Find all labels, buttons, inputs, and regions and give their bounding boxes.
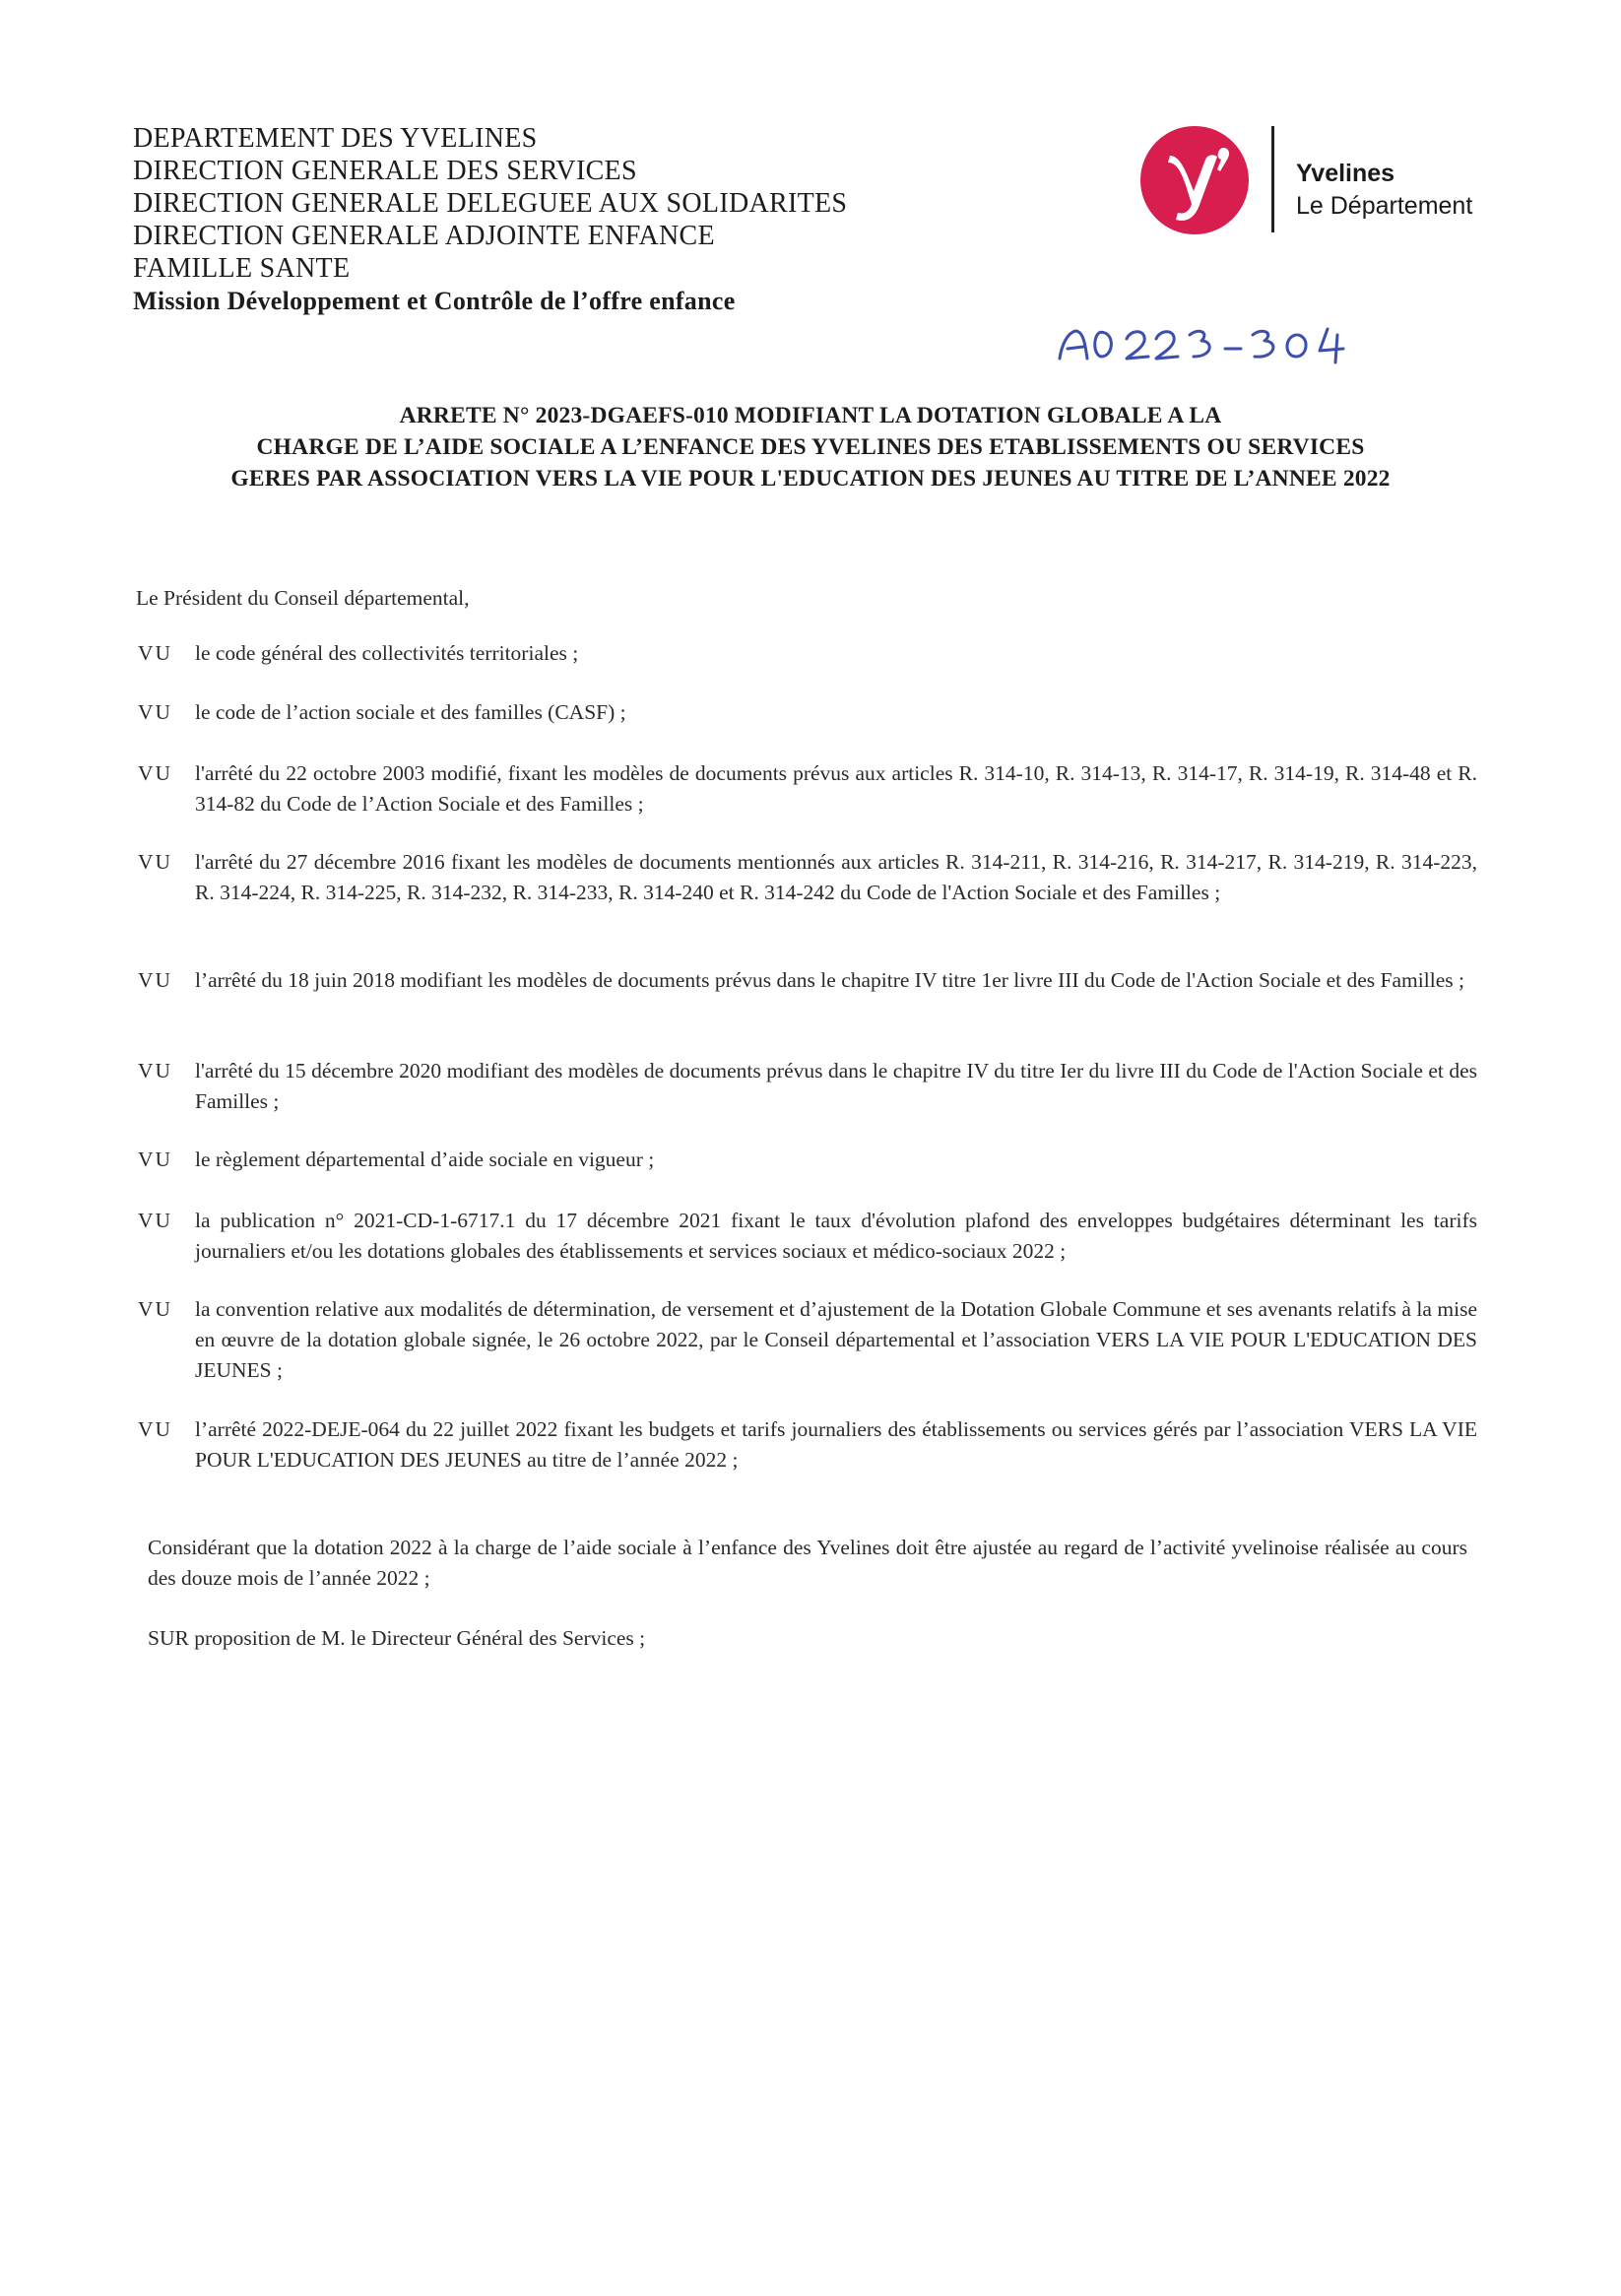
proposition-paragraph: SUR proposition de M. le Directeur Général des Services ; bbox=[148, 1626, 646, 1650]
header-line: DEPARTEMENT DES YVELINES bbox=[133, 123, 538, 154]
visa-item bbox=[136, 697, 1477, 728]
visa-keyword: VU bbox=[138, 1148, 173, 1171]
visa-keyword: VU bbox=[138, 1209, 173, 1232]
visa-text: l'arrêté du 15 décembre 2020 modifiant des modèles de documents prévus dans le chapitre IV du titre Ier du livre III du Code de l'Action Sociale et des Familles ; bbox=[195, 1059, 1477, 1113]
mission-line: Mission Développement et Contrôle de l’offre enfance bbox=[133, 287, 736, 315]
handwritten-reference bbox=[1056, 315, 1410, 374]
visa-text: le code général des collectivités territoriales ; bbox=[195, 641, 579, 665]
visa-keyword: VU bbox=[138, 850, 173, 874]
visa-item bbox=[136, 1414, 1477, 1476]
y-letter-icon bbox=[1140, 126, 1249, 234]
visa-item bbox=[136, 1056, 1477, 1117]
logo-name: Yvelines bbox=[1296, 160, 1395, 187]
handwritten-ref-drawing bbox=[1056, 315, 1410, 374]
visa-item bbox=[136, 847, 1477, 908]
visa-item bbox=[136, 1145, 1477, 1175]
visa-keyword: VU bbox=[138, 1059, 173, 1082]
yvelines-logo bbox=[1140, 120, 1495, 238]
decree-title bbox=[98, 400, 1523, 494]
visa-text: l’arrêté 2022-DEJE-064 du 22 juillet 2022 fixant les budgets et tarifs journaliers des établissements ou services gérés par l’association VERS LA VIE POUR L'EDUCATION DES JEUNES au titre de l’année 2022 ; bbox=[195, 1417, 1477, 1472]
header-line: DIRECTION GENERALE ADJOINTE ENFANCE bbox=[133, 221, 715, 251]
visa-text: le code de l’action sociale et des familles (CASF) ; bbox=[195, 700, 626, 724]
visa-keyword: VU bbox=[138, 968, 173, 992]
visa-text: l'arrêté du 27 décembre 2016 fixant les modèles de documents mentionnés aux articles R. 314-211, R. 314-216, R. 314-217, R. 314-219, R. 314-223, R. 314-224, R. 314-225, R. 314-232, R. 314-233, R. 314-240 et R. 314-242 du Code de l'Action Sociale et des Familles ; bbox=[195, 850, 1477, 904]
header-line: DIRECTION GENERALE DELEGUEE AUX SOLIDARITES bbox=[133, 188, 848, 219]
considerant-paragraph: Considérant que la dotation 2022 à la charge de l’aide sociale à l’enfance des Yvelines doit être ajustée au regard de l’activité yvelinoise réalisée au cours des douze mois de l’année 2022 ; bbox=[148, 1536, 1467, 1590]
visa-item bbox=[136, 1206, 1477, 1267]
visa-text: le règlement départemental d’aide sociale en vigueur ; bbox=[195, 1148, 655, 1171]
header-line: DIRECTION GENERALE DES SERVICES bbox=[133, 156, 637, 186]
logo-subtitle: Le Département bbox=[1296, 192, 1473, 220]
visa-keyword: VU bbox=[138, 761, 173, 785]
visa-item bbox=[136, 638, 1477, 669]
visa-keyword: VU bbox=[138, 1417, 173, 1441]
visa-text: l’arrêté du 18 juin 2018 modifiant les modèles de documents prévus dans le chapitre IV titre 1er livre III du Code de l'Action Sociale et des Familles ; bbox=[195, 968, 1464, 992]
title-line: ARRETE N° 2023-DGAEFS-010 MODIFIANT LA DOTATION GLOBALE A LA bbox=[399, 403, 1222, 428]
visa-text: la publication n° 2021-CD-1-6717.1 du 17 décembre 2021 fixant le taux d'évolution plafond des enveloppes budgétaires déterminant les tarifs journaliers et/ou les dotations globales des établissements et services sociaux et médico-sociaux 2022 ; bbox=[195, 1209, 1477, 1263]
yvelines-logo-mark bbox=[1140, 126, 1249, 234]
visa-item bbox=[136, 1294, 1477, 1386]
logo-separator bbox=[1271, 126, 1274, 232]
header-line: FAMILLE SANTE bbox=[133, 253, 351, 284]
title-line: GERES PAR ASSOCIATION VERS LA VIE POUR L'EDUCATION DES JEUNES AU TITRE DE L’ANNEE 2022 bbox=[230, 466, 1391, 492]
title-line: CHARGE DE L’AIDE SOCIALE A L’ENFANCE DES YVELINES DES ETABLISSEMENTS OU SERVICES bbox=[256, 434, 1365, 460]
visa-keyword: VU bbox=[138, 1297, 173, 1321]
visa-item bbox=[136, 965, 1477, 996]
visa-keyword: VU bbox=[138, 700, 173, 724]
visa-text: la convention relative aux modalités de détermination, de versement et d’ajustement de la Dotation Globale Commune et ses avenants relatifs à la mise en œuvre de la dotation globale signée, le 26 octobre 2022, par le Conseil départemental et l’association VERS LA VIE POUR L'EDUCATION DES JEUNES ; bbox=[195, 1297, 1477, 1382]
president-line: Le Président du Conseil départemental, bbox=[136, 586, 470, 610]
issuer-header bbox=[133, 122, 1019, 318]
visa-item bbox=[136, 758, 1477, 820]
visa-keyword: VU bbox=[138, 641, 173, 665]
visa-text: l'arrêté du 22 octobre 2003 modifié, fixant les modèles de documents prévus aux articles R. 314-10, R. 314-13, R. 314-17, R. 314-19, R. 314-48 et R. 314-82 du Code de l’Action Sociale et des Familles ; bbox=[195, 761, 1477, 816]
